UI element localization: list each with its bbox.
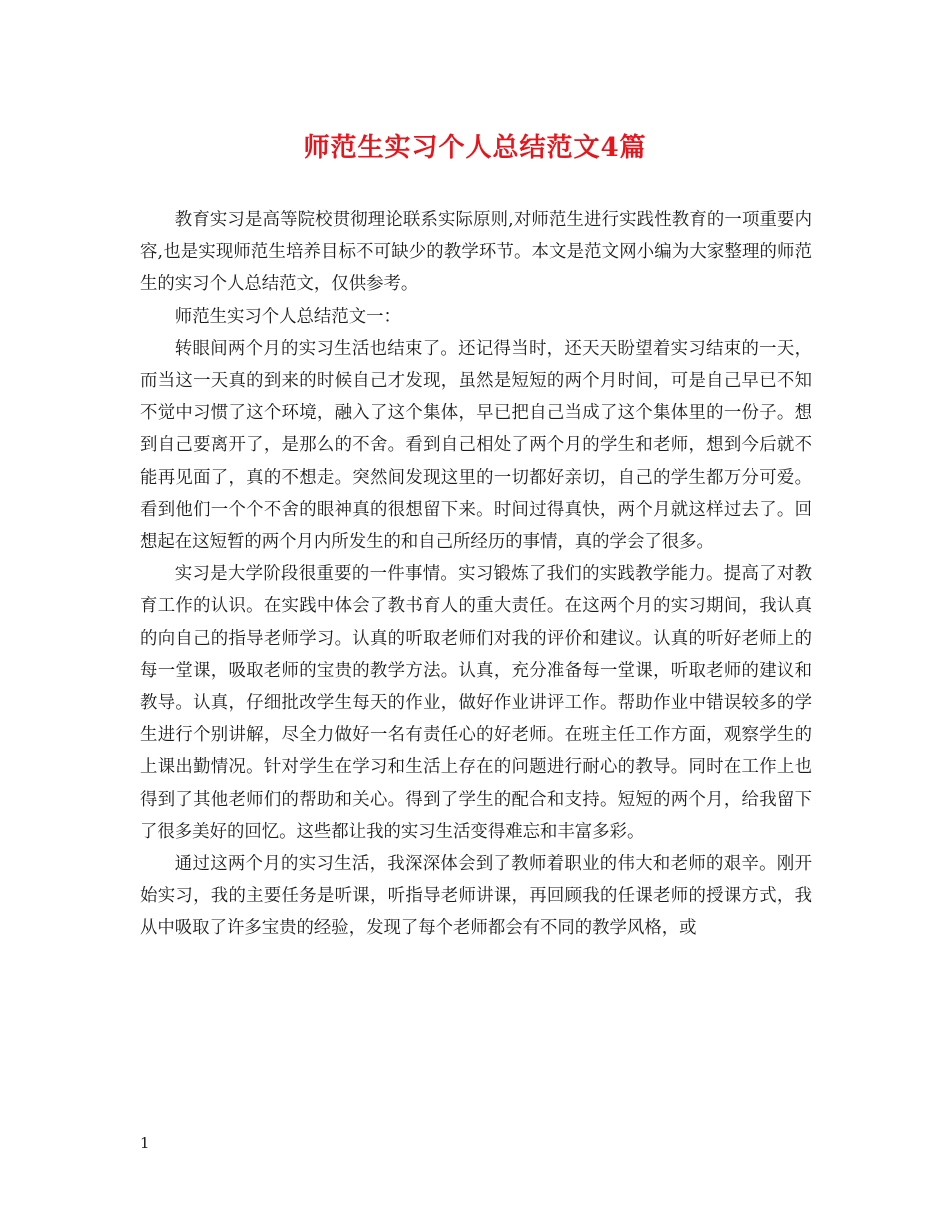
paragraph-4: 通过这两个月的实习生活，我深深体会到了教师着职业的伟大和老师的艰辛。刚开始实习，我的主要任务是听课，听指导老师讲课，再回顾我的任课老师的授课方式，我从中吸取了许多宝贵的经验，发现了每个老师都会有不同的教学风格，或 xyxy=(140,854,812,939)
page-number: 1 xyxy=(140,1134,150,1152)
document-body xyxy=(140,204,812,945)
paragraph-intro: 教育实习是高等院校贯彻理论联系实际原则,对师范生进行实践性教育的一项重要内容,也是实现师范生培养目标不可缺少的教学环节。本文是范文网小编为大家整理的师范生的实习个人总结范文，仅供参考。 xyxy=(140,210,812,295)
section-heading: 师范生实习个人总结范文一： xyxy=(174,306,401,327)
paragraph-3: 实习是大学阶段很重要的一件事情。实习锻炼了我们的实践教学能力。提高了对教育工作的认识。在实践中体会了教书育人的重大责任。在这两个月的实习期间，我认真的向自己的指导老师学习。认真的听取老师们对我的评价和建议。认真的听好老师上的每一堂课，吸取老师的宝贵的教学方法。认真，充分准备每一堂课，听取老师的建议和教导。认真，仔细批改学生每天的作业，做好作业讲评工作。帮助作业中错误较多的学生进行个别讲解，尽全力做好一名有责任心的好老师。在班主任工作方面，观察学生的上课出勤情况。针对学生在学习和生活上存在的问题进行耐心的教导。同时在工作上也得到了其他老师们的帮助和关心。得到了学生的配合和支持。短短的两个月，给我留下了很多美好的回忆。这些都让我的实习生活变得难忘和丰富多彩。 xyxy=(140,564,812,842)
document-title: 师范生实习个人总结范文4篇 xyxy=(303,133,647,163)
paragraph-2: 转眼间两个月的实习生活也结束了。还记得当时，还天天盼望着实习结束的一天，而当这一天真的到来的时候自己才发现，虽然是短短的两个月时间，可是自己早已不知不觉中习惯了这个环境，融入了这个集体，早已把自己当成了这个集体里的一份子。想到自己要离开了，是那么的不舍。看到自己相处了两个月的学生和老师，想到今后就不能再见面了，真的不想走。突然间发现这里的一切都好亲切，自己的学生都万分可爱。看到他们一个个不舍的眼神真的很想留下来。时间过得真快，两个月就这样过去了。回想起在这短暂的两个月内所发生的和自己所经历的事情，真的学会了很多。 xyxy=(140,338,812,553)
